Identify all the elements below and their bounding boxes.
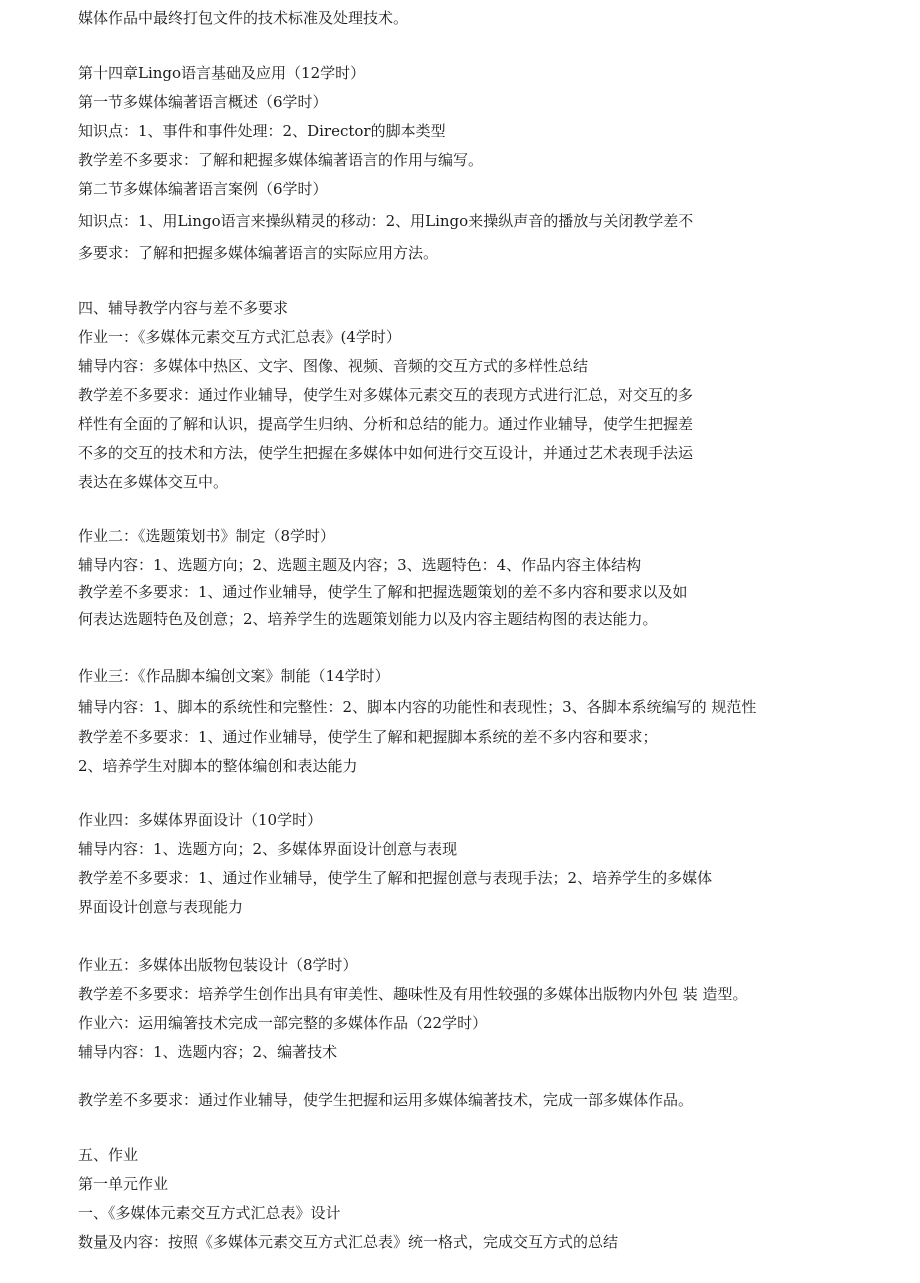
assignment-heading: 作业四：多媒体界面设计（10学时）	[78, 811, 323, 829]
text-line: 教学差不多要求：1、通过作业辅导，使学生了解和把握选题策划的差不多内容和要求以及如	[78, 583, 688, 601]
text-line: 辅导内容：多媒体中热区、文字、图像、视频、音频的交互方式的多样性总结	[78, 357, 589, 375]
assignment-heading: 作业一：《多媒体元素交互方式汇总表》(4学时）	[78, 328, 401, 346]
assignment-heading: 作业二：《选题策划书》制定（8学时）	[78, 527, 336, 545]
text-line: 教学差不多要求：培养学生创作出具有审美性、趣味性及有用性较强的多媒体出版物内外包 装 造型。	[78, 985, 748, 1003]
text-line: 数量及内容：按照《多媒体元素交互方式汇总表》统一格式，完成交互方式的总结	[78, 1233, 619, 1251]
item-heading: 一、《多媒体元素交互方式汇总表》设计	[78, 1204, 341, 1222]
text-line: 教学差不多要求：通过作业辅导，使学生对多媒体元素交互的表现方式进行汇总，对交互的多	[78, 386, 694, 404]
chapter-heading: 第十四章Lingo语言基础及应用（12学时）	[78, 64, 366, 82]
text-line: 知识点：1、用Lingo语言来操纵精灵的移动：2、用Lingo来操纵声音的播放与关闭教学差不	[78, 212, 694, 230]
section-heading: 第二节多媒体编著语言案例（6学时）	[78, 180, 328, 198]
text-line: 2、培养学生对脚本的整体编创和表达能力	[78, 757, 358, 775]
assignment-heading: 作业六：运用编箸技术完成一部完整的多媒体作品（22学时）	[78, 1014, 488, 1032]
assignment-heading: 作业三：《作品脚本编创文案》制能（14学时）	[78, 667, 390, 685]
section-heading: 四、辅导教学内容与差不多要求	[78, 299, 289, 317]
text-line: 界面设计创意与表现能力	[78, 898, 244, 916]
text-line: 辅导内容：1、选题内容；2、编著技术	[78, 1043, 338, 1061]
text-line: 教学差不多要求：1、通过作业辅导，使学生了解和耙握脚本系统的差不多内容和要求；	[78, 728, 658, 746]
text-line: 何表达选题特色及创意；2、培养学生的选题策划能力以及内容主题结构图的表达能力。	[78, 610, 658, 628]
section-heading: 五、作业	[78, 1146, 139, 1164]
text-line: 辅导内容：1、脚本的系统性和完整性：2、脚本内容的功能性和表现性；3、各脚本系统编写的 规范性	[78, 698, 757, 716]
text-line: 教学差不多要求：了解和耙握多媒体编著语言的作用与编写。	[78, 151, 484, 169]
unit-heading: 第一单元作业	[78, 1175, 169, 1193]
text-line: 辅导内容：1、选题方向；2、选题主题及内容；3、选题特色：4、作品内容主体结构	[78, 556, 642, 574]
text-line: 多要求：了解和把握多媒体编著语言的实际应用方法。	[78, 244, 439, 262]
text-line: 样性有全面的了解和认识，提高学生归纳、分析和总结的能力。通过作业辅导，使学生把握差	[78, 415, 694, 433]
text-line: 不多的交互的技术和方法，使学生把握在多媒体中如何进行交互设计，并通过艺术表现手法运	[78, 444, 694, 462]
text-line: 表达在多媒体交互中。	[78, 473, 229, 491]
text-line: 教学差不多要求：1、通过作业辅导，使学生了解和把握创意与表现手法；2、培养学生的多媒体	[78, 869, 713, 887]
text-line: 教学差不多要求：通过作业辅导，使学生把握和运用多媒体编著技术，完成一部多媒体作品。	[78, 1091, 694, 1109]
text-line: 辅导内容：1、选题方向；2、多媒体界面设计创意与表现	[78, 840, 458, 858]
text-line: 媒体作品中最终打包文件的技术标准及处理技术。	[78, 9, 409, 27]
assignment-heading: 作业五：多媒体出版物包装设计（8学时）	[78, 956, 358, 974]
section-heading: 第一节多媒体编著语言概述（6学时）	[78, 93, 328, 111]
text-line: 知识点：1、事件和事件处理：2、Director的脚本类型	[78, 122, 446, 140]
